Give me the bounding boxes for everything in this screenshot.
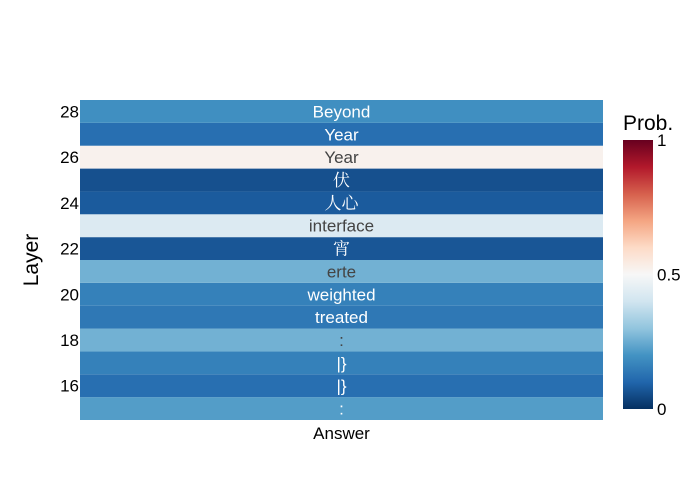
x-tick-answer: Answer <box>313 424 370 443</box>
y-tick-20: 20 <box>60 285 79 305</box>
colorbar-gradient <box>623 140 653 409</box>
cell-label-layer-19: treated <box>315 308 368 328</box>
y-axis-label: Layer <box>20 233 43 287</box>
y-tick-18: 18 <box>60 331 79 350</box>
y-tick-28: 28 <box>60 102 79 122</box>
cell-label-layer-26: Year <box>324 148 359 168</box>
colorbar-tick-1: 1 <box>657 131 667 150</box>
heatmap-cells <box>80 100 603 420</box>
cell-label-layer-25: 伏 <box>333 171 350 190</box>
y-axis-ticks <box>60 102 79 395</box>
cell-label-layer-23: interface <box>308 216 375 236</box>
y-tick-26: 26 <box>60 148 79 168</box>
colorbar <box>623 112 681 419</box>
cell-label-layer-27: Year <box>324 125 359 145</box>
cell-label-layer-20: weighted <box>307 285 376 305</box>
cell-label-layer-21: erte <box>326 262 357 282</box>
cell-label-layer-16: |} <box>336 376 347 396</box>
cell-label-layer-24: 人心 <box>324 193 359 213</box>
colorbar-ticks <box>657 131 681 419</box>
y-tick-22: 22 <box>60 239 79 259</box>
colorbar-tick-0.5: 0.5 <box>657 265 681 285</box>
y-tick-16: 16 <box>60 376 79 396</box>
colorbar-title: Prob. <box>623 112 674 135</box>
cell-label-layer-22: 宵 <box>333 239 350 259</box>
cell-label-layer-18: : <box>339 331 344 350</box>
colorbar-tick-0: 0 <box>657 400 667 419</box>
cell-label-layer-15: : <box>339 399 344 419</box>
y-tick-24: 24 <box>60 193 79 213</box>
cell-label-layer-17: |} <box>336 353 347 373</box>
x-axis-ticks <box>313 424 370 443</box>
cell-label-layer-28: Beyond <box>312 102 371 122</box>
